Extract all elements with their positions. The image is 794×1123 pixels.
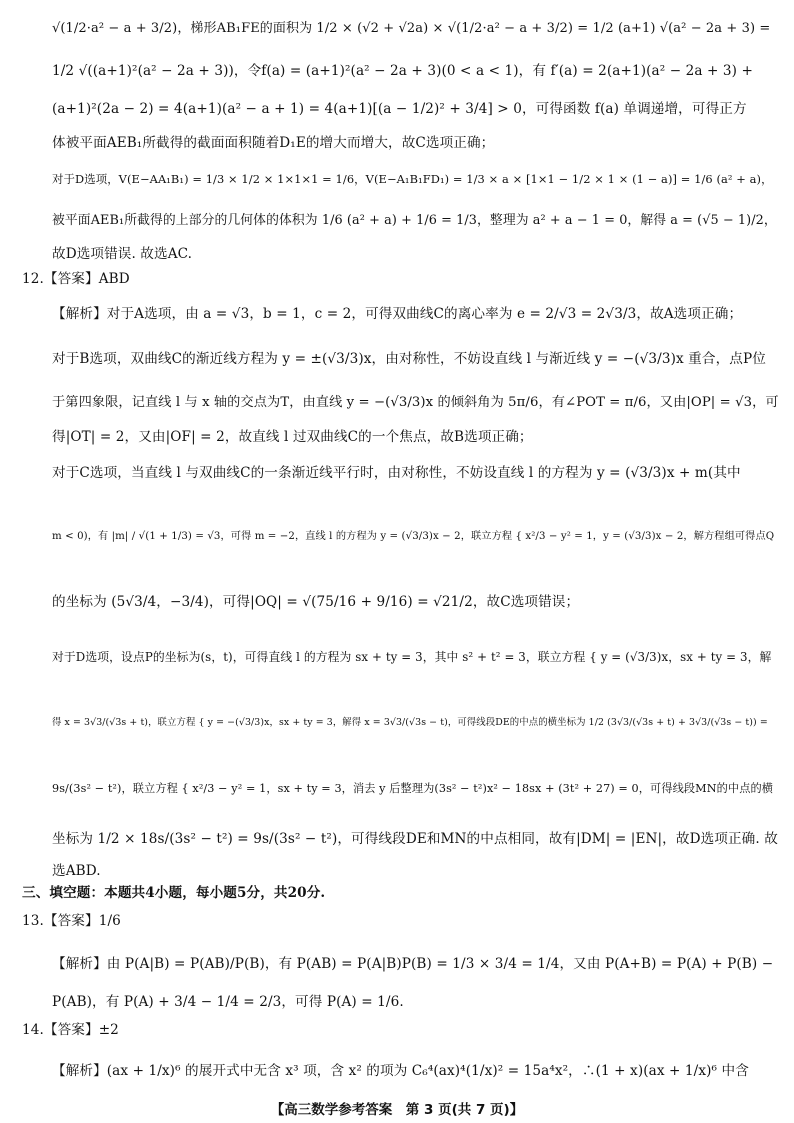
text-line: 对于D选项，设点P的坐标为(s，t)，可得直线 l 的方程为 sx + ty = 3，其中 s² + t² = 3，联立方程 { y = (√3/3)x，sx + ty = 3，解 xyxy=(52,650,772,664)
analysis-line: 【解析】对于A选项，由 a = √3，b = 1，c = 2，可得双曲线C的离心率为 e = 2/√3 = 2√3/3，故A选项正确； xyxy=(52,306,743,322)
answer-heading: 14.【答案】±2 xyxy=(22,1022,119,1038)
text-line: 于第四象限，记直线 l 与 x 轴的交点为T，由直线 y = −(√3/3)x 的倾斜角为 5π/6，有∠POT = π/6，又由|OP| = √3，可 xyxy=(52,395,779,410)
section-heading: 三、填空题：本题共4小题，每小题5分，共20分. xyxy=(22,885,326,901)
text-line: 坐标为 1/2 × 18s/(3s² − t²) = 9s/(3s² − t²)，可得线段DE和MN的中点相同，故有|DM| = |EN|，故D选项正确. 故 xyxy=(52,831,778,847)
text-line: 得|OT| = 2，又由|OF| = 2，故直线 l 过双曲线C的一个焦点，故B选项正确； xyxy=(52,429,533,445)
page-footer: 【高三数学参考答案 第 3 页(共 7 页)】 xyxy=(270,1102,524,1118)
text-line: 对于B选项，双曲线C的渐近线方程为 y = ±(√3/3)x，由对称性，不妨设直线 l 与渐近线 y = −(√3/3)x 重合，点P位 xyxy=(52,351,766,367)
text-line: 对于D选项，V(E−AA₁B₁) = 1/3 × 1/2 × 1×1×1 = 1/6，V(E−A₁B₁FD₁) = 1/3 × a × [1×1 − 1/2 × 1 × (1 − a)] = 1/6 (a² + a)， xyxy=(52,172,773,186)
analysis-line: 【解析】(ax + 1/x)⁶ 的展开式中无含 x³ 项，含 x² 的项为 C₆⁴(ax)⁴(1/x)² = 15a⁴x²，∴(1 + x)(ax + 1/x)⁶ 中含 xyxy=(52,1063,749,1079)
text-line: 选ABD. xyxy=(52,863,101,879)
text-line: 得 x = 3√3/(√3s + t)，联立方程 { y = −(√3/3)x，sx + ty = 3，解得 x = 3√3/(√3s − t)，可得线段DE的中点的横坐标为 1/2 (3√3/(√3s + t) + 3√3/(√3s − t)) = xyxy=(52,717,768,728)
text-line: 对于C选项，当直线 l 与双曲线C的一条渐近线平行时，由对称性，不妨设直线 l 的方程为 y = (√3/3)x + m(其中 xyxy=(52,465,741,481)
text-line: √(1/2·a² − a + 3/2)，梯形AB₁FE的面积为 1/2 × (√2 + √2a) × √(1/2·a² − a + 3/2) = 1/2 (a+1) √(a² − 2a + 3) = xyxy=(52,21,771,36)
answer-heading: 13.【答案】1/6 xyxy=(22,913,121,929)
text-line: 1/2 √((a+1)²(a² − 2a + 3))，令f(a) = (a+1)²(a² − 2a + 3)(0 < a < 1)，有 f′(a) = 2(a+1)(a² − 2a + 3) + xyxy=(52,63,753,79)
text-line: (a+1)²(2a − 2) = 4(a+1)(a² − a + 1) = 4(a+1)[(a − 1/2)² + 3/4] > 0，可得函数 f(a) 单调递增，可得正方 xyxy=(52,101,747,117)
text-line: P(AB)，有 P(A) + 3/4 − 1/4 = 2/3，可得 P(A) = 1/6. xyxy=(52,994,404,1010)
text-line: 被平面AEB₁所截得的上部分的几何体的体积为 1/6 (a² + a) + 1/6 = 1/3，整理为 a² + a − 1 = 0，解得 a = (√5 − 1)/2， xyxy=(52,213,777,228)
text-line: 故D选项错误. 故选AC. xyxy=(52,246,193,262)
text-line: m < 0)，有 |m| / √(1 + 1/3) = √3，可得 m = −2，直线 l 的方程为 y = (√3/3)x − 2，联立方程 { x²/3 − y² = 1，y = (√3/3)x − 2，解方程组可得点Q xyxy=(52,531,775,542)
analysis-line: 【解析】由 P(A|B) = P(AB)/P(B)，有 P(AB) = P(A|B)P(B) = 1/3 × 3/4 = 1/4，又由 P(A+B) = P(A) + P(B) − xyxy=(52,956,774,972)
text-line: 体被平面AEB₁所截得的截面面积随着D₁E的增大而增大，故C选项正确； xyxy=(52,135,495,151)
text-line: 9s/(3s² − t²)，联立方程 { x²/3 − y² = 1，sx + ty = 3，消去 y 后整理为(3s² − t²)x² − 18sx + (3t² + 27) = 0，可得线段MN的中点的横 xyxy=(52,782,774,795)
answer-heading: 12.【答案】ABD xyxy=(22,271,130,287)
text-line: 的坐标为 (5√3/4，−3/4)，可得|OQ| = √(75/16 + 9/16) = √21/2，故C选项错误； xyxy=(52,594,580,610)
